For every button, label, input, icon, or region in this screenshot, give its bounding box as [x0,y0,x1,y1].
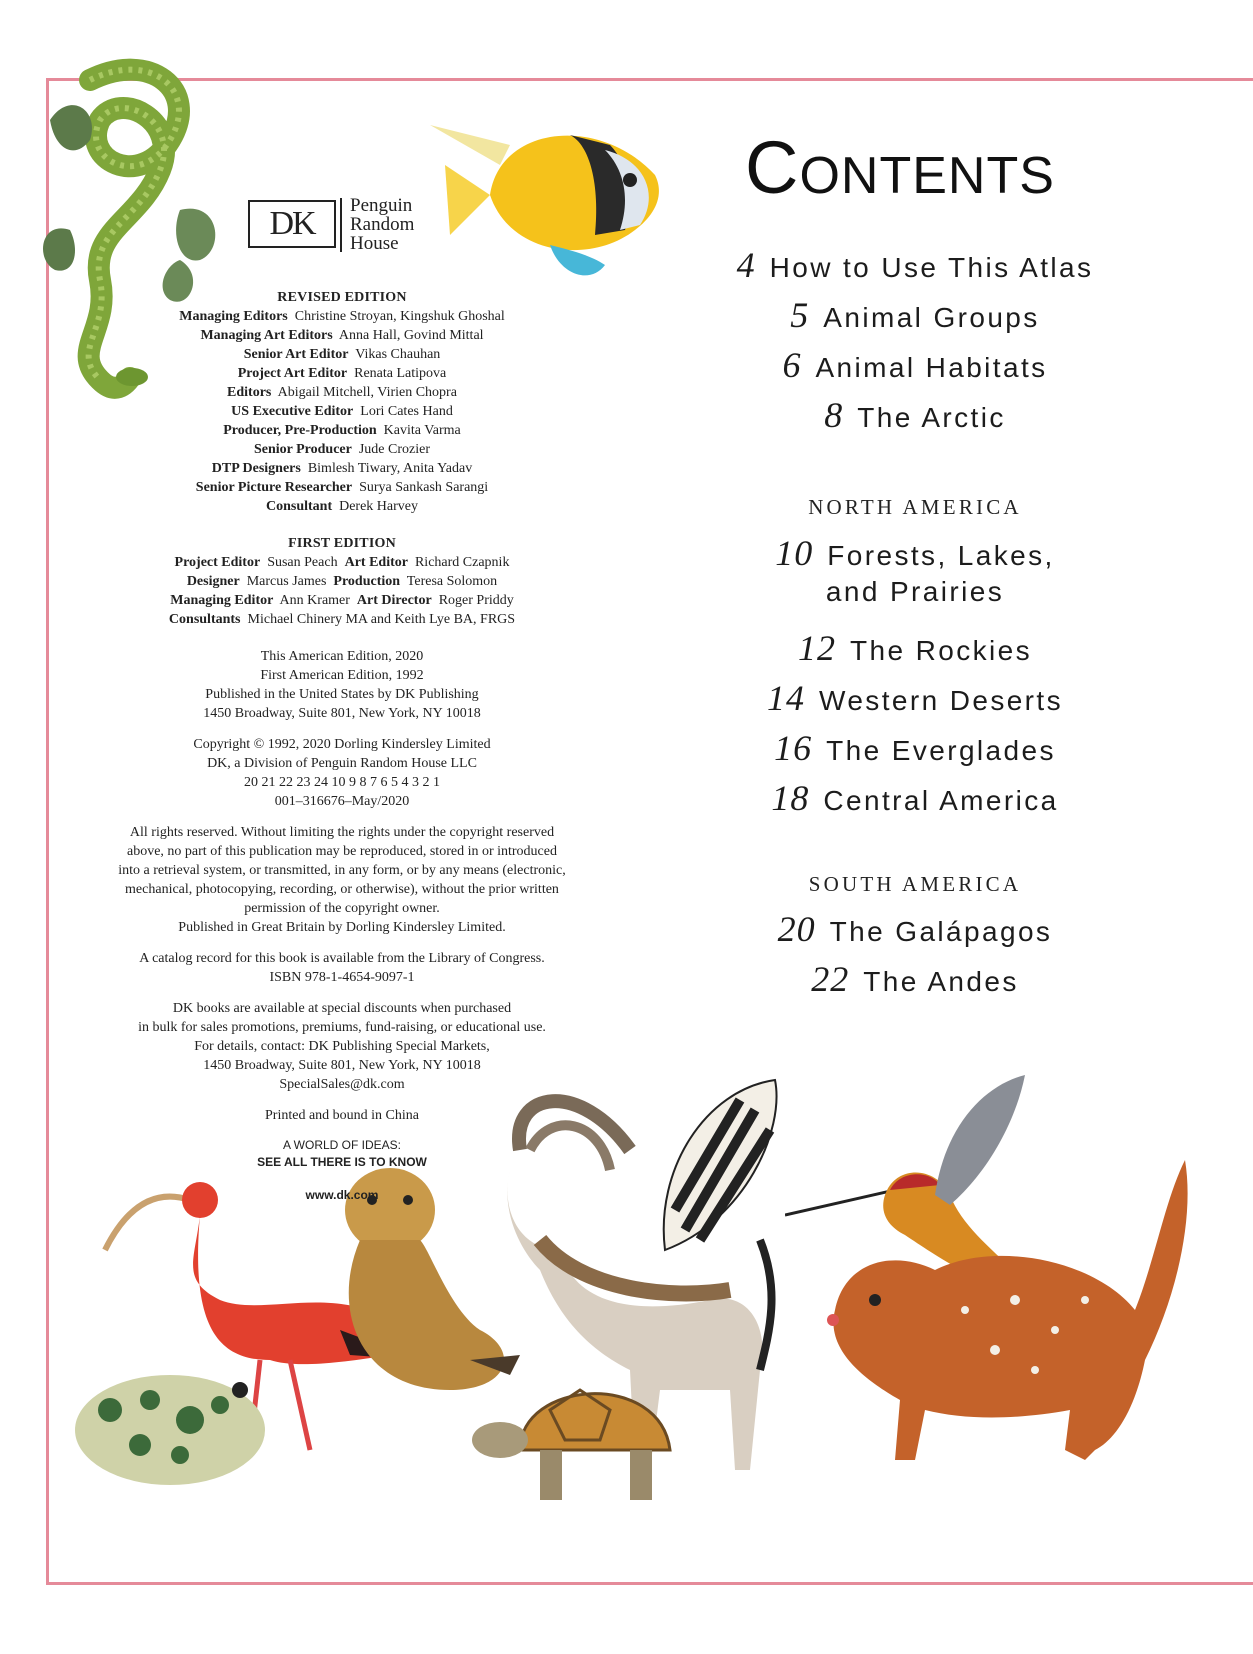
credit-role: Project Editor [174,555,261,570]
toc-entry[interactable]: 22 The Andes [811,959,1019,999]
credit-names: Roger Priddy [431,593,514,608]
credit-role: Consultants [168,612,241,627]
credit-role: Production [333,574,401,589]
credits-column [92,288,592,1204]
tortoise-illustration [470,1350,690,1520]
slogan-line-2: SEE ALL THERE IS TO KNOW [257,1155,427,1169]
first-edition-heading: FIRST EDITION [288,536,396,551]
credit-names: Susan Peach [260,555,338,570]
butterfly-illustration [645,1070,795,1270]
credit-role: Senior Producer [253,442,352,457]
edition-info: This American Edition, 2020 First American Edition, 1992 Published in the United States by DK Publishing 1450 Broadway, Suite 801, New York, NY 10018 [203,649,481,721]
credit-names: Michael Chinery MA and Keith Lye BA, FRGS [240,612,516,627]
quoll-illustration [815,1160,1195,1470]
credit-line [92,459,592,478]
toc-entry[interactable]: 14 Western Deserts [767,678,1063,718]
credit-role: Producer, Pre-Production [223,423,377,438]
printed-in: Printed and bound in China [265,1108,419,1123]
credit-line [92,478,592,497]
publisher-logo [248,195,438,258]
toc-entry[interactable]: 8 The Arctic [824,395,1006,435]
credit-line [92,364,592,383]
credit-line [92,307,592,326]
toc-entry[interactable]: 18 Central America [771,778,1059,818]
toc-intro-section [705,240,1125,440]
penguin-random-house-wordmark: Penguin Random House [350,195,415,254]
toc-entry[interactable]: 6 Animal Habitats [782,345,1048,385]
credit-names: Kavita Varma [376,423,461,438]
credit-role: Managing Editors [179,309,288,324]
credit-line [92,497,592,516]
credit-names: Bimlesh Tiwary, Anita Yadav [300,461,473,476]
contents-title: Contents [745,126,1055,209]
region-heading-south-america: SOUTH AMERICA [808,872,1022,896]
credit-role: US Executive Editor [231,404,354,419]
credit-role: Editors [227,385,272,400]
toc-entry[interactable]: 12 The Rockies [797,628,1032,668]
credit-role: Art Editor [344,555,408,570]
credit-line [92,572,592,591]
toc-north-america-section [705,487,1125,823]
rights-notice: All rights reserved. Without limiting the rights under the copyright reserved above, no part of this publication may be reproduced, stored in or introduced into a retrieval system, or transmitted, in any form, or by any means (electronic, mechanical, photocopying, recording, or otherwise), without the prior written permission of the copyright owner. Published in Great Britain by Dorling Kindersley Limited. [118,825,566,935]
credit-names: Renata Latipova [347,366,447,381]
credit-line [92,610,592,629]
credit-names: Christine Stroyan, Kingshuk Ghoshal [287,309,505,324]
revised-edition-heading: REVISED EDITION [277,290,407,305]
butterflyfish-illustration [430,105,670,285]
toc-entry[interactable]: 16 The Everglades [774,728,1056,768]
first-edition-credits [92,553,592,629]
credit-line [92,326,592,345]
credit-names: Ann Kramer [273,593,350,608]
credit-names: Abigail Mitchell, Virien Chopra [271,385,457,400]
credit-names: Vikas Chauhan [348,347,441,362]
credit-line [92,402,592,421]
toc-entry[interactable]: 5 Animal Groups [790,295,1040,335]
credit-names: Teresa Solomon [400,574,498,589]
credit-role: Art Director [356,593,432,608]
website-link[interactable]: www.dk.com [305,1188,379,1202]
logo-divider [340,198,342,252]
catalog-record: A catalog record for this book is available from the Library of Congress. ISBN 978-1-4654-9097-1 [139,951,545,985]
toc-entry[interactable]: 4 How to Use This Atlas [736,245,1094,285]
credit-line [92,383,592,402]
slogan-line-1: A WORLD OF IDEAS: [282,1138,402,1152]
credit-role: DTP Designers [211,461,301,476]
credit-names: Lori Cates Hand [353,404,453,419]
credit-role: Managing Editor [170,593,274,608]
credit-names: Surya Sankash Sarangi [352,480,489,495]
credit-names: Richard Czapnik [407,555,510,570]
special-sales-info: DK books are available at special discounts when purchased in bulk for sales promotions, premiums, fund-raising, or educational use. For details, contact: DK Publishing Special Markets, 1450 Broadway, Suite 801, New York, NY 10018 SpecialSales@dk.com [138,1001,546,1092]
credit-names: Jude Crozier [351,442,431,457]
toc-entry[interactable]: 20 The Galápagos [777,909,1053,949]
credit-names: Derek Harvey [332,499,419,514]
region-heading-north-america: NORTH AMERICA [808,495,1022,519]
credit-names: Anna Hall, Govind Mittal [332,328,484,343]
credit-role: Designer [186,574,240,589]
credit-role: Senior Picture Researcher [195,480,353,495]
credit-line [92,440,592,459]
credit-line [92,345,592,364]
credit-line [92,421,592,440]
credit-role: Project Art Editor [237,366,348,381]
revised-edition-credits [92,307,592,516]
credit-line [92,553,592,572]
credit-role: Senior Art Editor [243,347,349,362]
credit-names: Marcus James [239,574,327,589]
copyright-info: Copyright © 1992, 2020 Dorling Kindersley Limited DK, a Division of Penguin Random House LLC 20 21 22 23 24 10 9 8 7 6 5 4 3 2 1 001–316676–May/2020 [193,737,491,809]
credit-line [92,591,592,610]
credit-role: Consultant [265,499,333,514]
toc-south-america-section [705,864,1125,1004]
credit-role: Managing Art Editors [200,328,333,343]
dk-logo-mark: DK [248,200,336,248]
toc-entry[interactable]: 10 Forests, Lakes, and Prairies [775,533,1055,607]
toad-illustration [70,1350,270,1500]
